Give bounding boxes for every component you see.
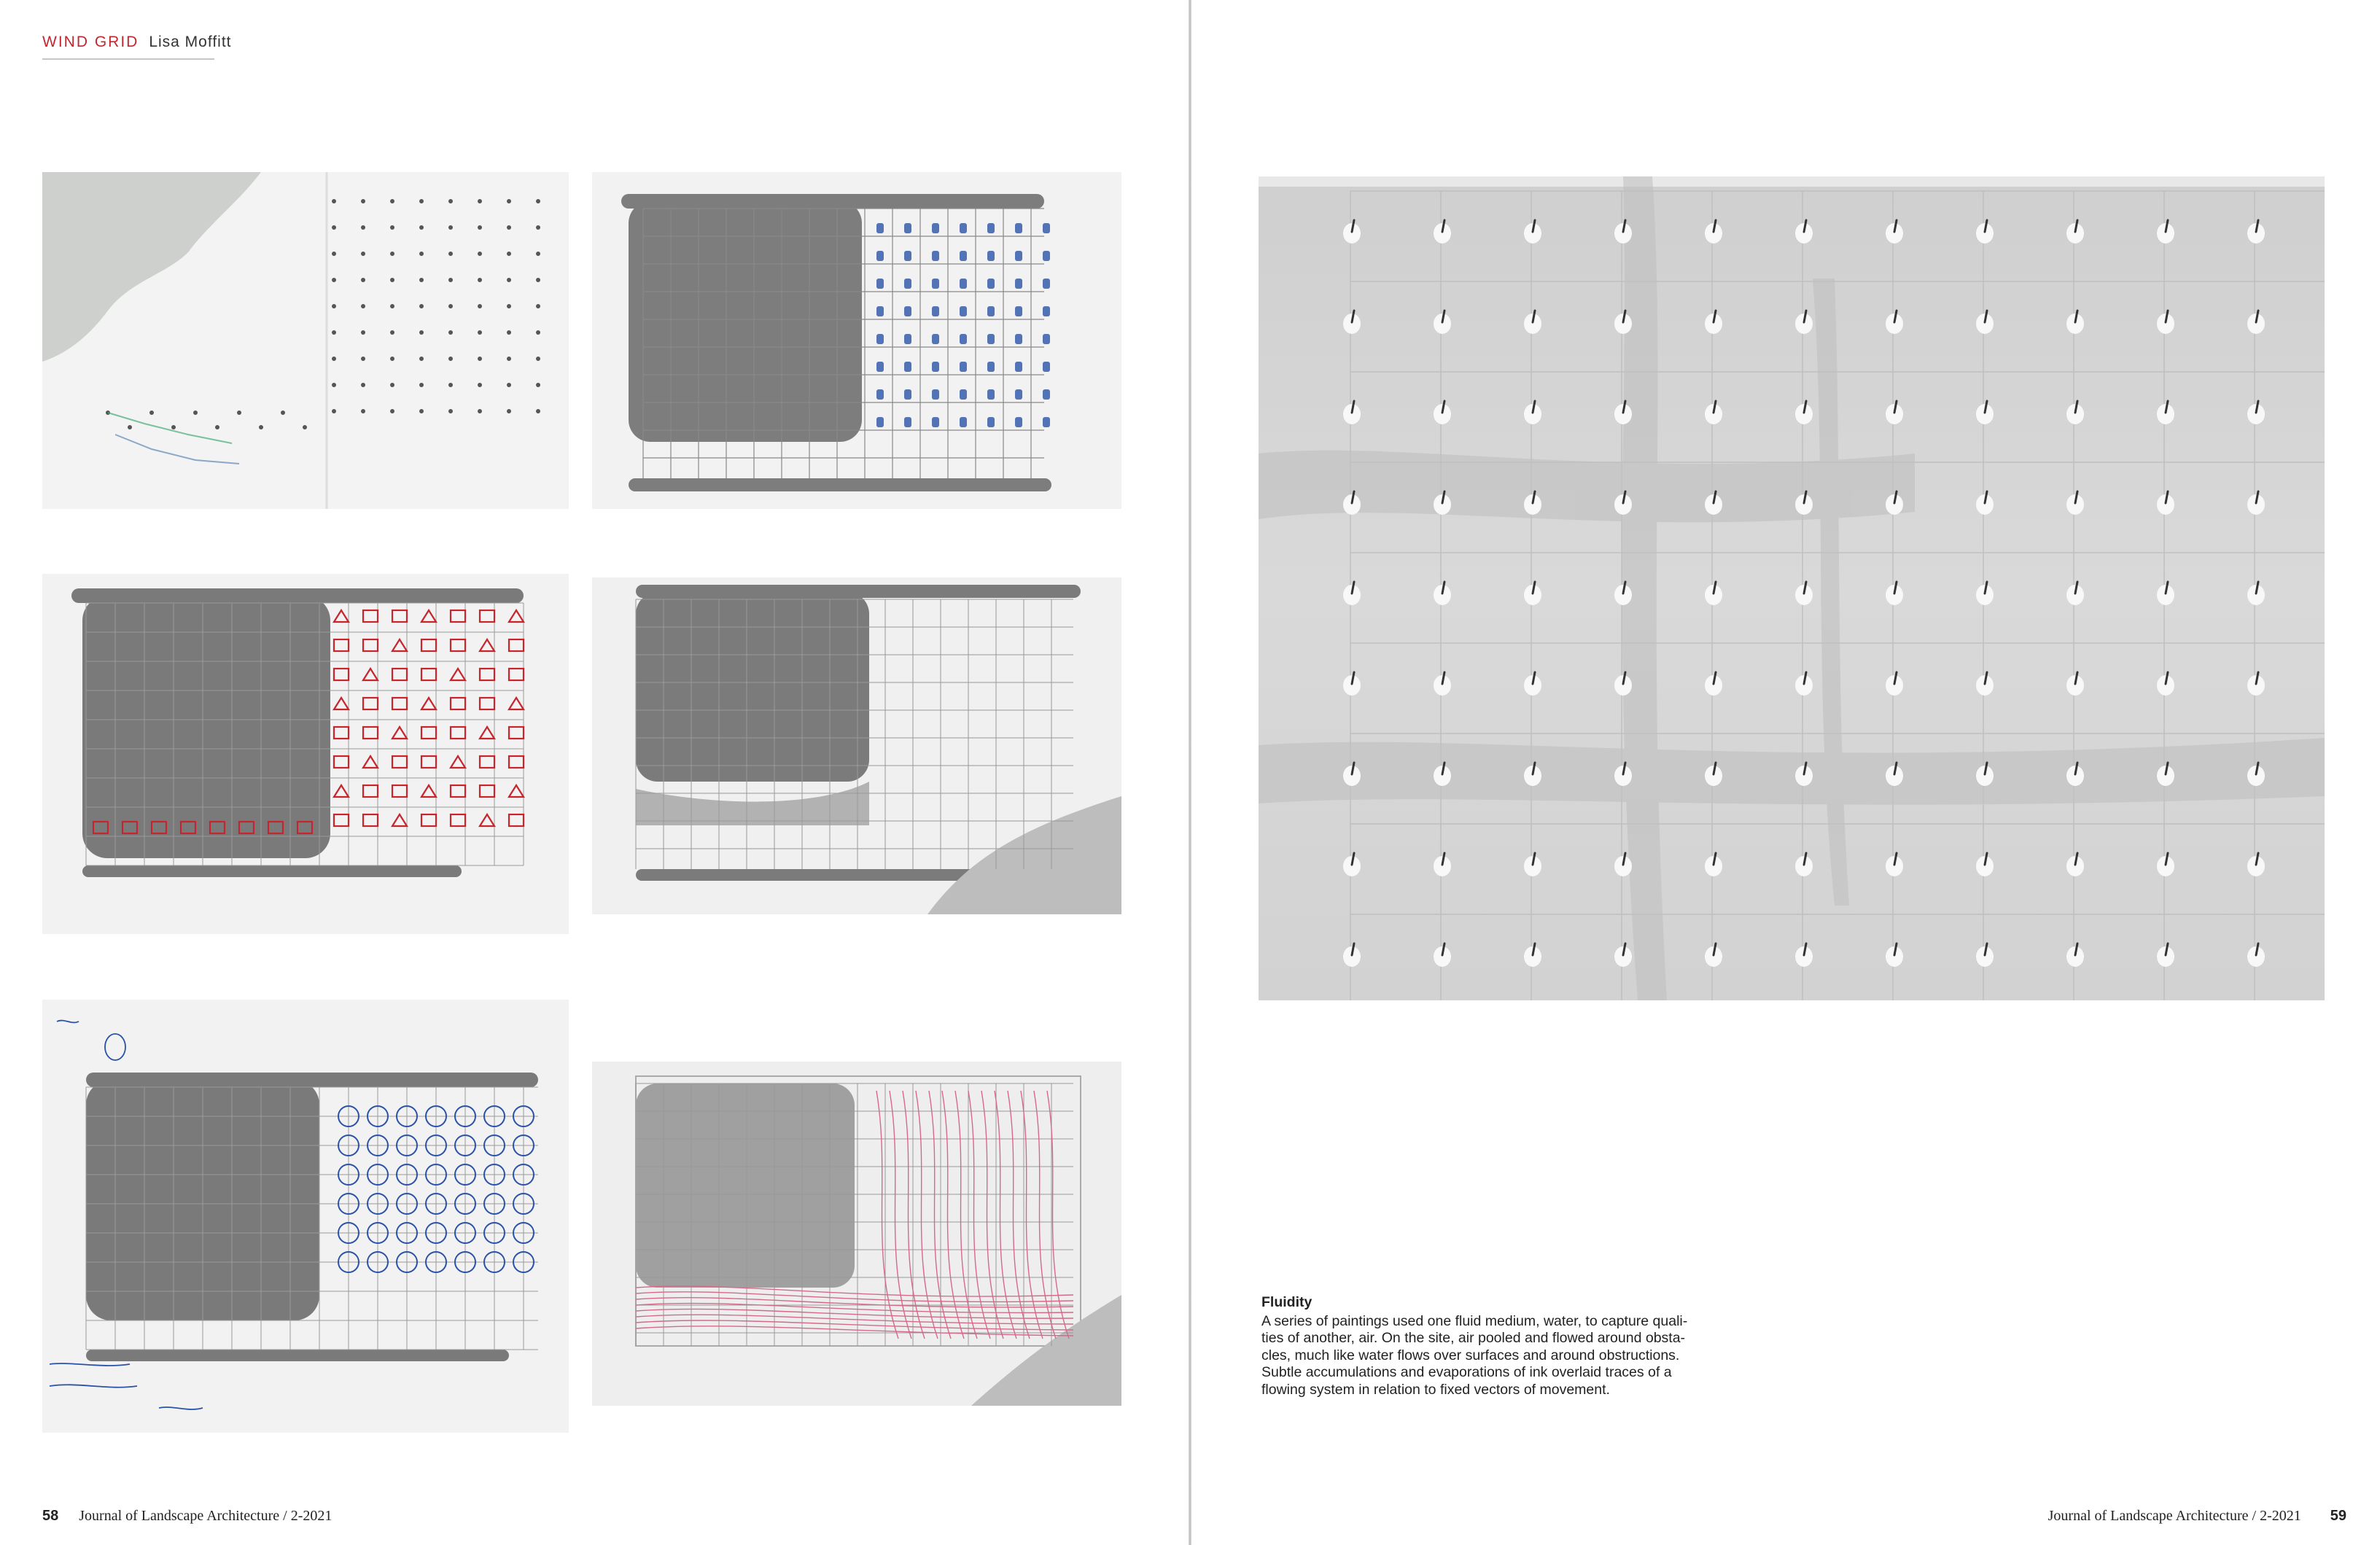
spread-gutter	[1189, 0, 1191, 1545]
plate-circle-grid	[42, 1000, 569, 1433]
section-title: WIND GRID	[42, 34, 139, 50]
caption-line-5: flowing system in relation to fixed vectors of movement.	[1261, 1381, 1610, 1398]
folio-left	[42, 1508, 332, 1525]
caption-title: Fluidity	[1261, 1294, 1312, 1310]
caption-line-3: cles, much like water flows over surfaces and around obstructions.	[1261, 1347, 1680, 1363]
figure-caption	[1261, 1294, 1692, 1398]
page-number-right: 59	[2330, 1508, 2346, 1524]
caption-line-2: ties of another, air. On the site, air pooled and flowed around obsta-	[1261, 1330, 1686, 1346]
journal-title-left: Journal of Landscape Architecture / 2-2021	[79, 1508, 332, 1524]
plate-watercolor-painting	[1259, 176, 2325, 1000]
folio-right	[2048, 1508, 2346, 1525]
caption-line-1: A series of paintings used one fluid medium, water, to capture quali-	[1261, 1312, 1688, 1329]
page-number-left: 58	[42, 1508, 59, 1524]
journal-title-right: Journal of Landscape Architecture / 2-2021	[2048, 1508, 2301, 1524]
running-head	[42, 34, 232, 60]
plate-overlay-drawing	[592, 1062, 1121, 1406]
plate-numbered-grid	[592, 172, 1121, 509]
plate-dot-grid	[42, 172, 569, 509]
caption-line-4: Subtle accumulations and evaporations of ink overlaid traces of a	[1261, 1364, 1672, 1380]
plate-symbol-grid	[42, 574, 569, 934]
author-name: Lisa Moffitt	[149, 34, 232, 50]
plate-flow-trace	[592, 577, 1121, 914]
